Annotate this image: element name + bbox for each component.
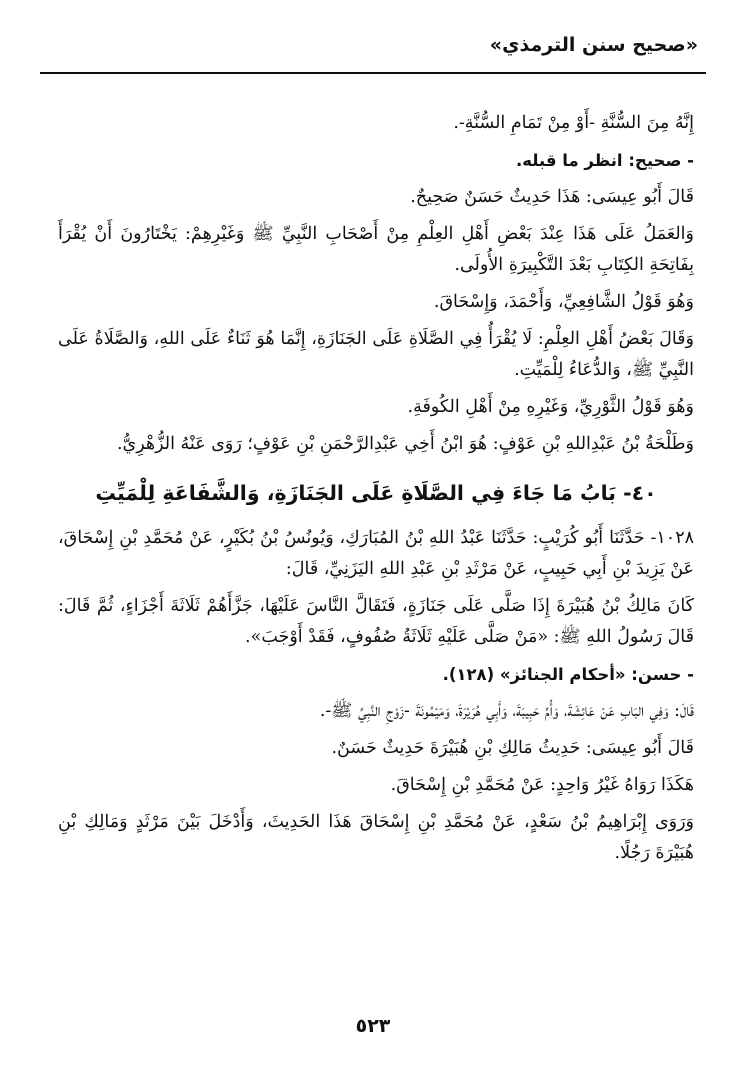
paragraph: وَرَوَى إِبْرَاهِيمُ بْنُ سَعْدٍ، عَنْ مُحَمَّدِ بْنِ إِسْحَاقَ هَذَا الحَدِيثَ، وَأَدْخَلَ بَيْنَ مَرْثَدٍ وَمَالِكِ بْنِ هُبَيْرَةَ رَجُلًا. (58, 812, 694, 863)
grading-note: - صحيح: انظر ما قبله. (515, 151, 694, 170)
paragraph: وَالعَمَلُ عَلَى هَذَا عِنْدَ بَعْضِ أَهْلِ العِلْمِ مِنْ أَصْحَابِ النَّبِيِّ ﷺ وَغَيْرِهِمْ: يَخْتَارُونَ أَنْ يُقْرَأَ بِفَاتِحَةِ الكِتَابِ بَعْدَ التَّكْبِيرَةِ الأُولَى. (58, 224, 694, 275)
chapter-heading: ٤٠- بَابُ مَا جَاءَ فِي الصَّلَاةِ عَلَى الجَنَازَةِ، وَالشَّفَاعَةِ لِلْمَيِّتِ (95, 481, 657, 505)
running-title: «صحيح سنن الترمذي» (489, 34, 698, 56)
paragraph: إِنَّهُ مِنَ السُّنَّةِ -أَوْ مِنْ تَمَامِ السُّنَّةِ-. (453, 113, 694, 133)
hadith-isnad: ١٠٢٨- حَدَّثَنَا أَبُو كُرَيْبٍ: حَدَّثَنَا عَبْدُ اللهِ بْنُ المُبَارَكِ، وَيُونُسُ بْنُ بُكَيْرٍ، عَنْ مُحَمَّدِ بْنِ إِسْحَاقَ، عَنْ يَزِيدَ بْنِ أَبِي حَبِيبٍ، عَنْ مَرْثَدِ بْنِ عَبْدِ اللهِ اليَزَنِيِّ، قَالَ: (58, 528, 694, 579)
paragraph: وَطَلْحَةُ بْنُ عَبْدِاللهِ بْنِ عَوْفٍ: هُوَ ابْنُ أَخِي عَبْدِالرَّحْمَنِ بْنِ عَوْفٍ؛ رَوَى عَنْهُ الزُّهْرِيُّ. (116, 434, 694, 454)
page-body (58, 108, 694, 875)
paragraph: وَهُوَ قَوْلُ الشَّافِعِيِّ، وَأَحْمَدَ، وَإِسْحَاقَ. (433, 292, 694, 312)
paragraph: وَقَالَ بَعْضُ أَهْلِ العِلْمِ: لَا يُقْرَأُ فِي الصَّلَاةِ عَلَى الجَنَازَةِ، إِنَّمَا هُوَ ثَنَاءٌ عَلَى اللهِ، وَالصَّلَاةُ عَلَى النَّبِيِّ ﷺ، وَالدُّعَاءُ لِلْمَيِّتِ. (58, 329, 694, 380)
grading-note: - حسن: «أحكام الجنائز» (١٢٨). (442, 665, 694, 684)
paragraph: قَالَ: وَفِي البَابِ عَنْ عَائِشَةَ، وَأُمِّ حَبِيبَةَ، وَأَبِي هُرَيْرَةَ، وَمَيْمُونَةَ -زَوْجِ النَّبِيِّ ﷺ-. (319, 701, 694, 721)
paragraph: قَالَ أَبُو عِيسَى: حَدِيثُ مَالِكِ بْنِ هُبَيْرَةَ حَدِيثٌ حَسَنٌ. (331, 738, 694, 758)
paragraph: هَكَذَا رَوَاهُ غَيْرُ وَاحِدٍ: عَنْ مُحَمَّدِ بْنِ إِسْحَاقَ. (390, 775, 694, 795)
hadith-matn: كَانَ مَالِكُ بْنُ هُبَيْرَةَ إِذَا صَلَّى عَلَى جَنَازَةٍ، فَتَقَالَّ النَّاسَ عَلَيْهَا، جَزَّأَهُمْ ثَلَاثَةَ أَجْزَاءٍ، ثُمَّ قَالَ: قَالَ رَسُولُ اللهِ ﷺ: «مَنْ صَلَّى عَلَيْهِ ثَلَاثَةُ صُفُوفٍ، فَقَدْ أَوْجَبَ». (58, 596, 694, 647)
page-header (40, 28, 706, 74)
paragraph: وَهُوَ قَوْلُ الثَّوْرِيِّ، وَغَيْرِهِ مِنْ أَهْلِ الكُوفَةِ. (407, 397, 694, 417)
paragraph: قَالَ أَبُو عِيسَى: هَذَا حَدِيثٌ حَسَنٌ صَحِيحٌ. (410, 187, 694, 207)
page-number: ٥٢٣ (355, 1015, 391, 1037)
